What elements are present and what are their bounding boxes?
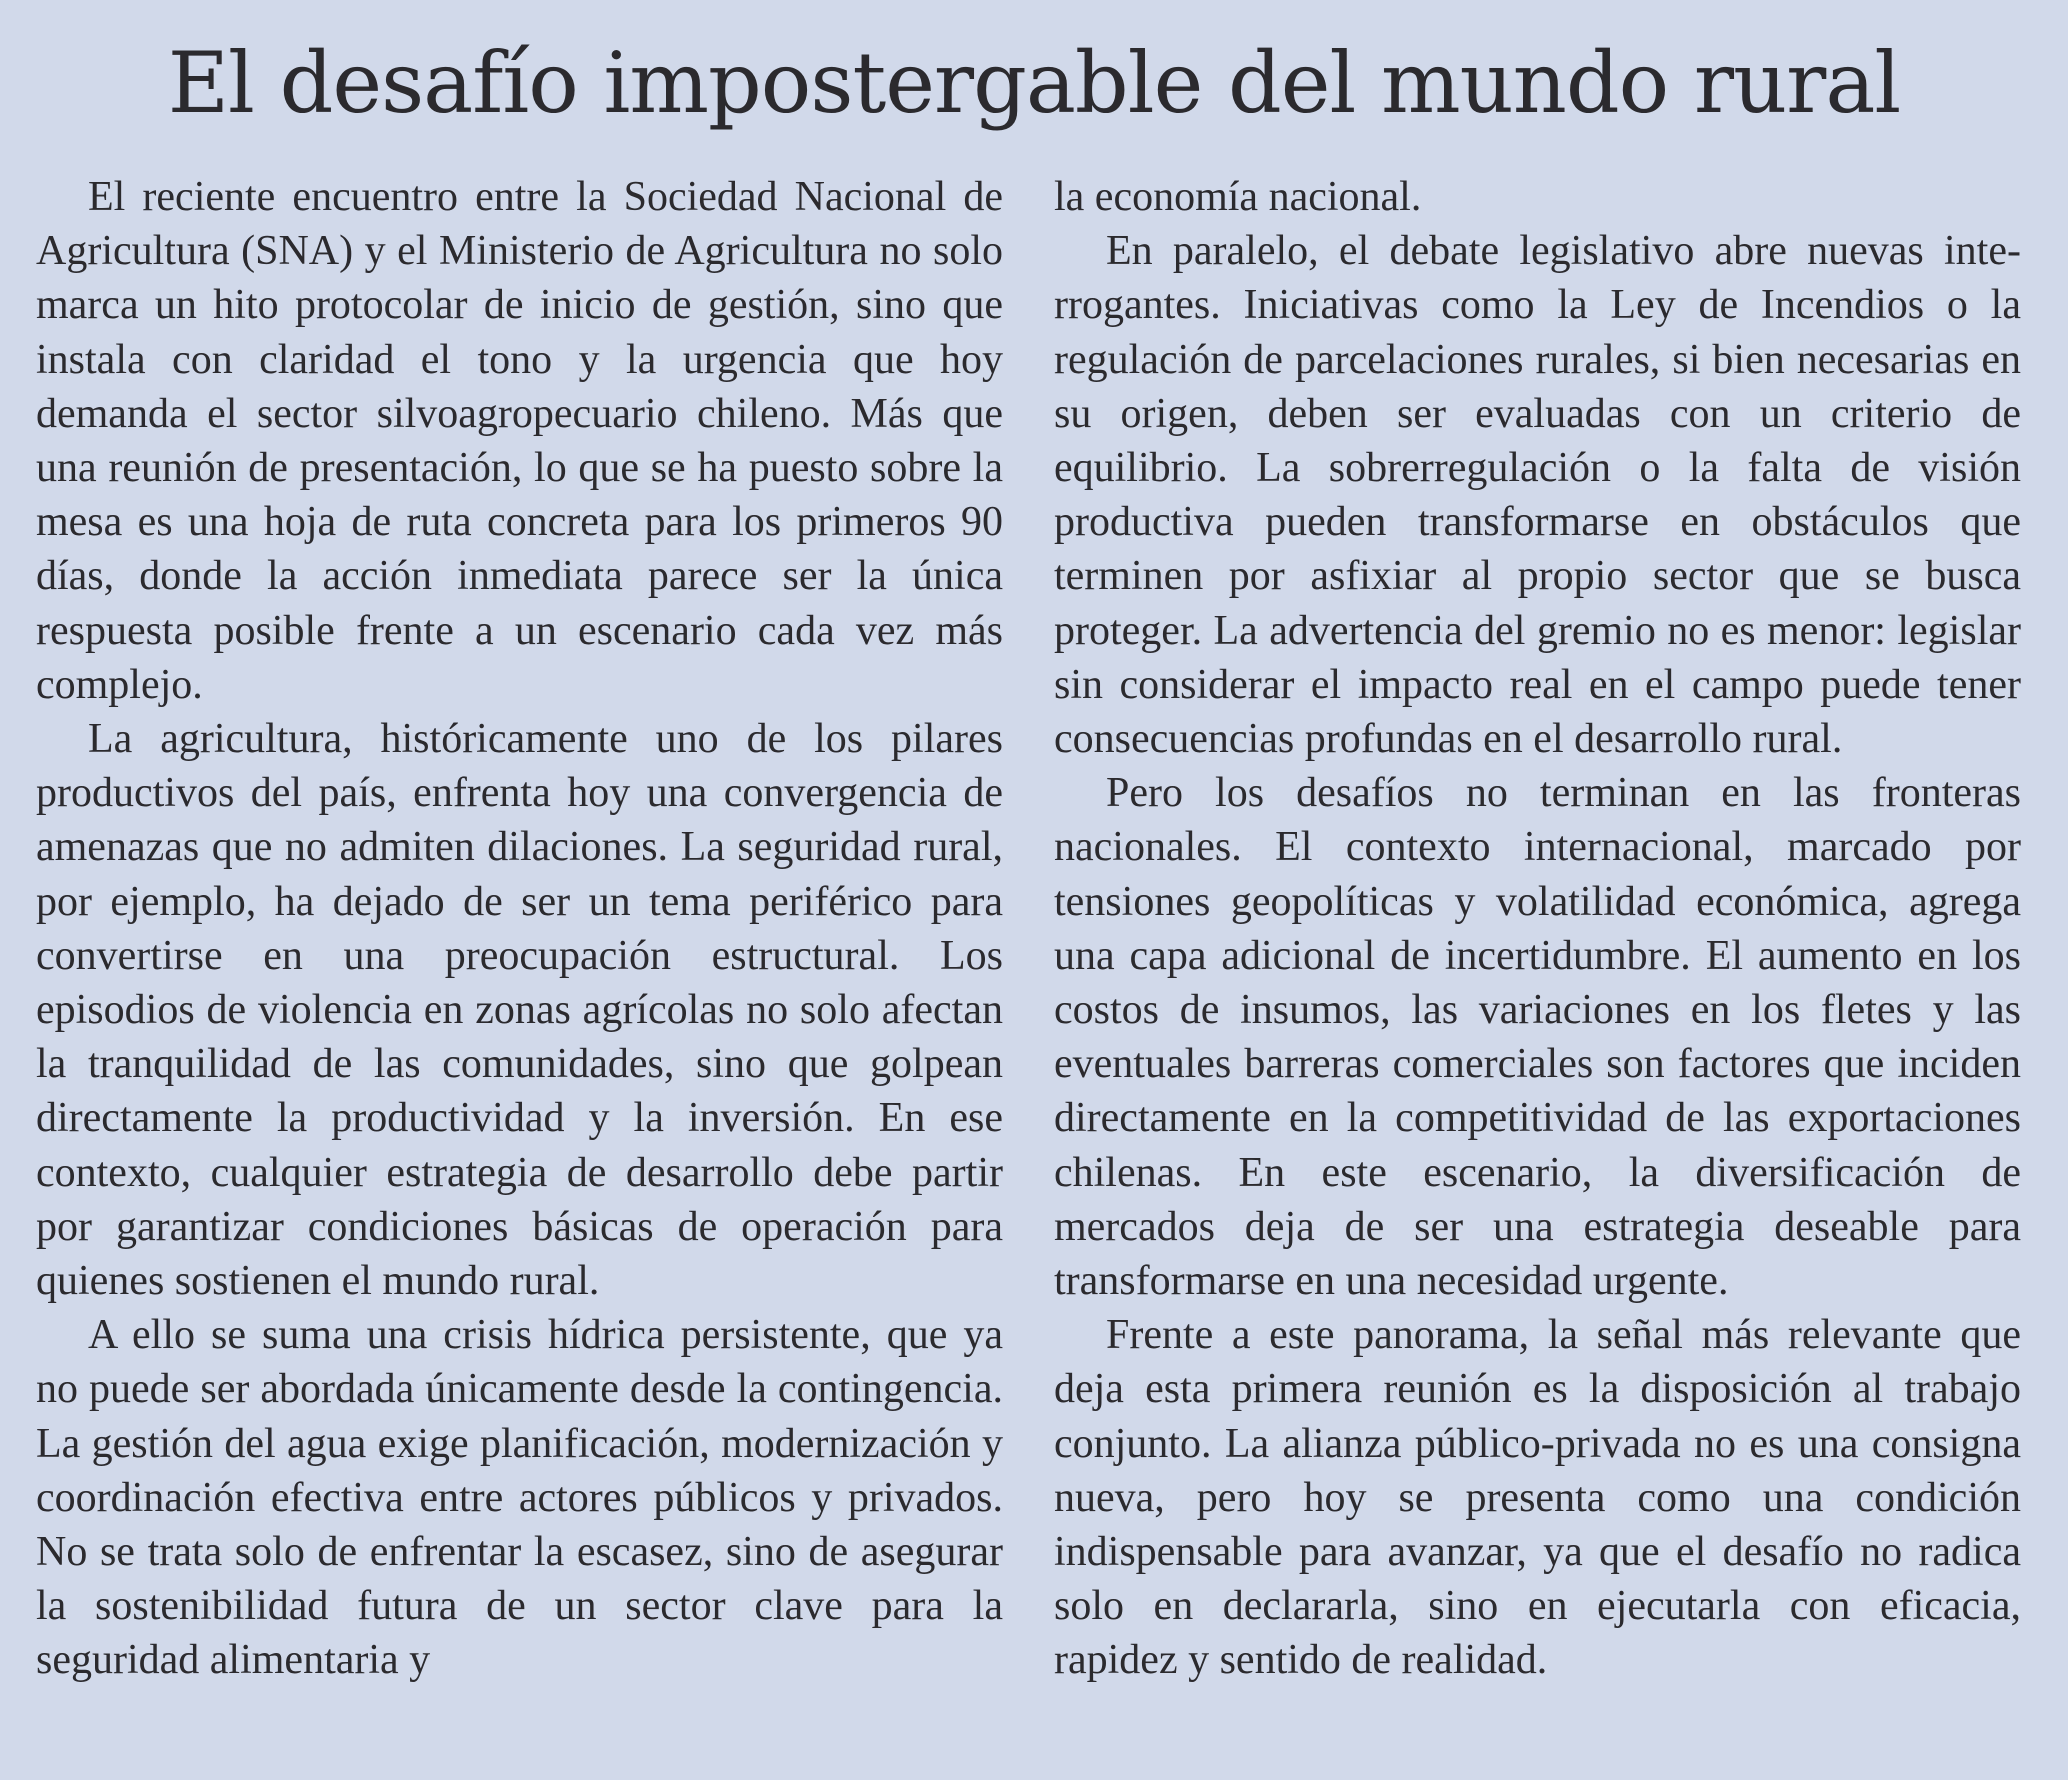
article-paragraph: A ello se suma una crisis hídrica persistente, que ya no puede ser abordada únicamente desde la contingencia. La gestión del agua exige planificación, modernización y coordinación efectiva entre actores públicos y privados. No se trata solo de enfrentar la escasez, sino de asegurar la sostenibilidad futura de un sector clave para la seguridad alimentaria y: [36, 1312, 1003, 1684]
article-paragraph: El reciente encuentro entre la Sociedad Nacional de Agricultura (SNA) y el Ministerio de Agricultura no solo marca un hito protocolar de inicio de gestión, sino que instala con claridad el tono y la urgencia que hoy demanda el sector silvoagropecuario chileno. Más que una reunión de presentación, lo que se ha puesto sobre la mesa es una hoja de ruta concreta para los primeros 90 días, donde la acción inmediata parece ser la única respuesta posible frente a un escenario cada vez más complejo.: [36, 174, 1003, 708]
article-column-right: [1054, 170, 2021, 1688]
article-paragraph: La agricultura, históricamente uno de los pilares productivos del país, enfrenta hoy una convergencia de amenazas que no admiten dilaciones. La seguridad rural, por ejemplo, ha dejado de ser un tema periférico para convertirse en una preocupación estructural. Los episodios de violencia en zonas agrícolas no solo afectan la tranquilidad de las comunidades, sino que golpean directamente la productividad y la inversión. En ese contexto, cualquier estrategia de desarrollo debe partir por garantizar condiciones básicas de operación para quienes sostienen el mundo rural.: [36, 716, 1003, 1305]
article-column-left: [36, 170, 1003, 1688]
article-paragraph: Pero los desafíos no terminan en las fronteras nacionales. El contexto internacional, marcado por tensiones geopolíticas y volatilidad económica, agrega una capa adicional de incertidumbre. El aumento en los costos de insumos, las variaciones en los fletes y las eventuales barreras comerciales son factores que inciden directamente en la competitividad de las exportaciones chilenas. En este escenario, la diversificación de mercados deja de ser una estrategia deseable para transformarse en una necesidad urgente.: [1054, 770, 2021, 1305]
article-paragraph: En paralelo, el debate legislativo abre nuevas interrogantes. Iniciativas como la Ley de Incendios o la regulación de parcelaciones rurales, si bien necesarias en su origen, deben ser evaluadas con un criterio de equilibrio. La sobrerregulación o la falta de visión productiva pueden transformarse en obstáculos que terminen por asfixiar al propio sector que se busca proteger. La advertencia del gremio no es menor: legislar sin considerar el impacto real en el campo puede tener consecuencias profundas en el desarrollo rural.: [1054, 228, 2021, 763]
article-paragraph: Frente a este panorama, la señal más relevante que deja esta primera reunión es la disposición al trabajo conjunto. La alianza público-privada no es una consigna nueva, pero hoy se presenta como una condición indispensable para avanzar, ya que el desafío no radica solo en declararla, sino en ejecutarla con eficacia, rapidez y sentido de realidad.: [1054, 1312, 2021, 1684]
article-paragraph-continuation: la economía nacional.: [1054, 174, 1422, 220]
article-headline: El desafío impostergable del mundo rural: [167, 34, 1901, 132]
